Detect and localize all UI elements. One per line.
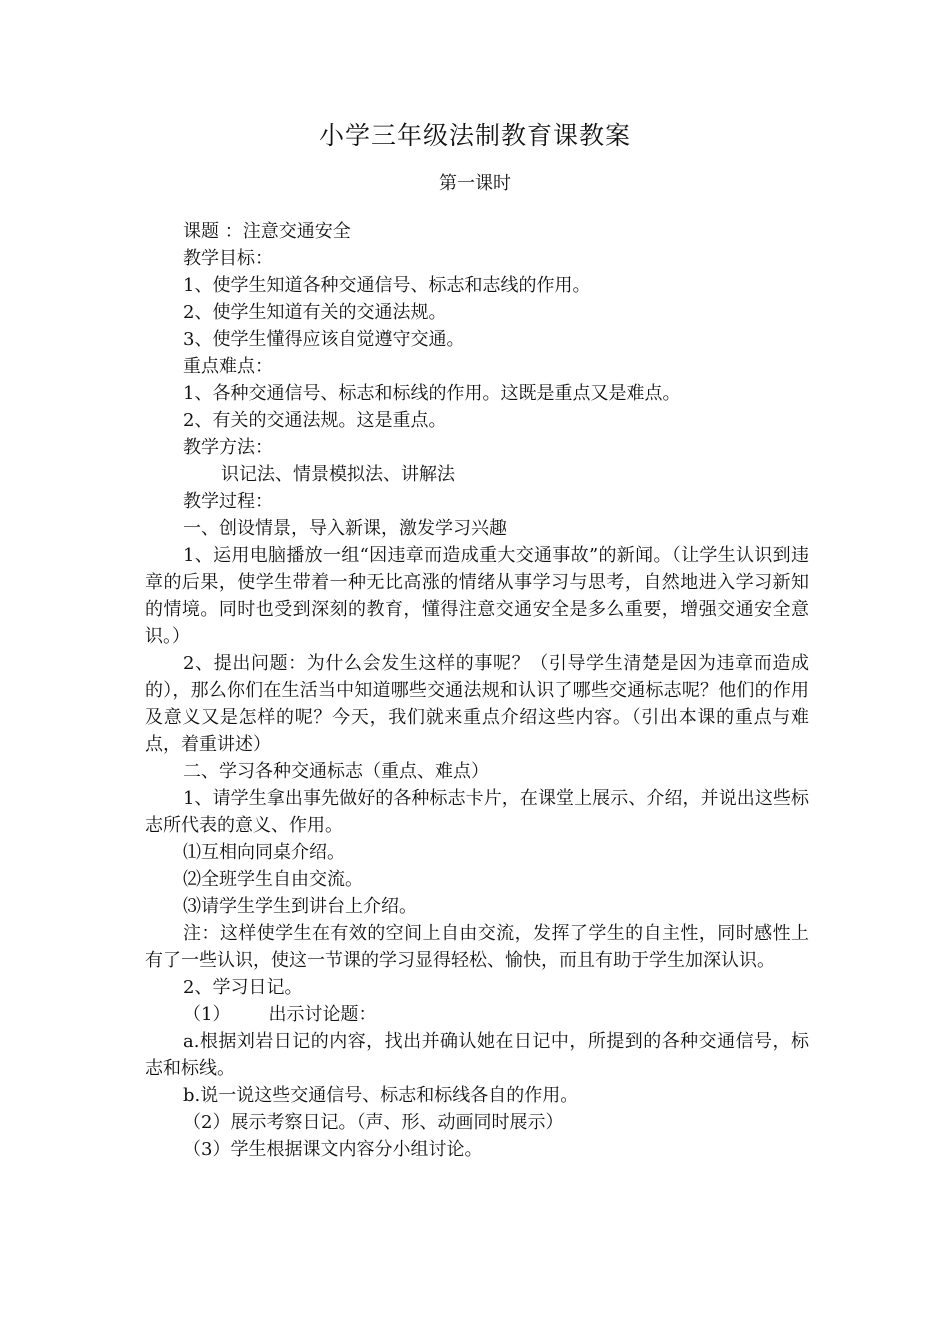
keypoint-item: 2、有关的交通法规。这是重点。 <box>183 410 447 431</box>
goal-item: 3、使学生懂得应该自觉遵守交通。 <box>183 329 465 350</box>
list-item: ⑵全班学生自由交流。 <box>183 869 363 890</box>
section-heading: 一、创设情景，导入新课，激发学习兴趣 <box>183 518 507 539</box>
step-item: （3）学生根据课文内容分小组讨论。 <box>183 1139 483 1160</box>
paragraph: 1、请学生拿出事先做好的各种标志卡片，在课堂上展示、介绍，并说出这些标志所代表的意义、作用。 <box>145 788 809 836</box>
step-paragraph: a.根据刘岩日记的内容，找出并确认她在日记中，所提到的各种交通信号，标志和标线。 <box>145 1031 809 1079</box>
lesson-subtitle: 第一课时 <box>439 173 511 194</box>
step-item: b.说一说这些交通信号、标志和标线各自的作用。 <box>183 1085 579 1106</box>
step-item: （2）展示考察日记。（声、形、动画同时展示） <box>183 1112 564 1133</box>
step-text: 出示讨论题： <box>268 1004 377 1025</box>
section-heading: 2、学习日记。 <box>183 977 303 998</box>
goal-item: 1、使学生知道各种交通信号、标志和志线的作用。 <box>183 275 591 296</box>
keypoints-heading: 重点难点： <box>183 356 273 377</box>
list-item: ⑶请学生学生到讲台上介绍。 <box>183 896 417 917</box>
step-item <box>145 1001 809 1028</box>
section-heading: 二、学习各种交通标志（重点、难点） <box>183 761 489 782</box>
list-item: ⑴互相向同桌介绍。 <box>183 842 345 863</box>
paragraph: 1、运用电脑播放一组“因违章而造成重大交通事故”的新闻。（让学生认识到违章的后果，使学生带着一种无比高涨的情绪从事学习与思考，自然地进入学习新知的情境。同时也受到深刻的教育，懂得注意交通安全是多么重要，增强交通安全意识。） <box>145 545 809 647</box>
paragraph: 2、提出问题：为什么会发生这样的事呢？（引导学生清楚是因为违章而造成的），那么你们在生活当中知道哪些交通法规和认识了哪些交通标志呢？他们的作用及意义又是怎样的呢？今天，我们就来重点介绍这些内容。（引出本课的重点与难点，着重讲述） <box>145 653 809 755</box>
note-paragraph: 注：这样使学生在有效的空间上自由交流，发挥了学生的自主性，同时感性上有了一些认识，使这一节课的学习显得轻松、愉快，而且有助于学生加深认识。 <box>145 923 809 971</box>
step-number: （1） <box>183 1004 231 1025</box>
topic-line: 课题 ：注意交通安全 <box>183 221 351 242</box>
goals-heading: 教学目标： <box>183 248 273 269</box>
methods-heading: 教学方法： <box>183 437 273 458</box>
keypoint-item: 1、各种交通信号、标志和标线的作用。这既是重点又是难点。 <box>183 383 681 404</box>
page-title: 小学三年级法制教育课教案 <box>318 121 631 150</box>
goal-item: 2、使学生知道有关的交通法规。 <box>183 302 447 323</box>
methods-text: 识记法、情景模拟法、讲解法 <box>221 464 455 485</box>
document-body <box>145 218 809 1163</box>
process-heading: 教学过程： <box>183 491 273 512</box>
